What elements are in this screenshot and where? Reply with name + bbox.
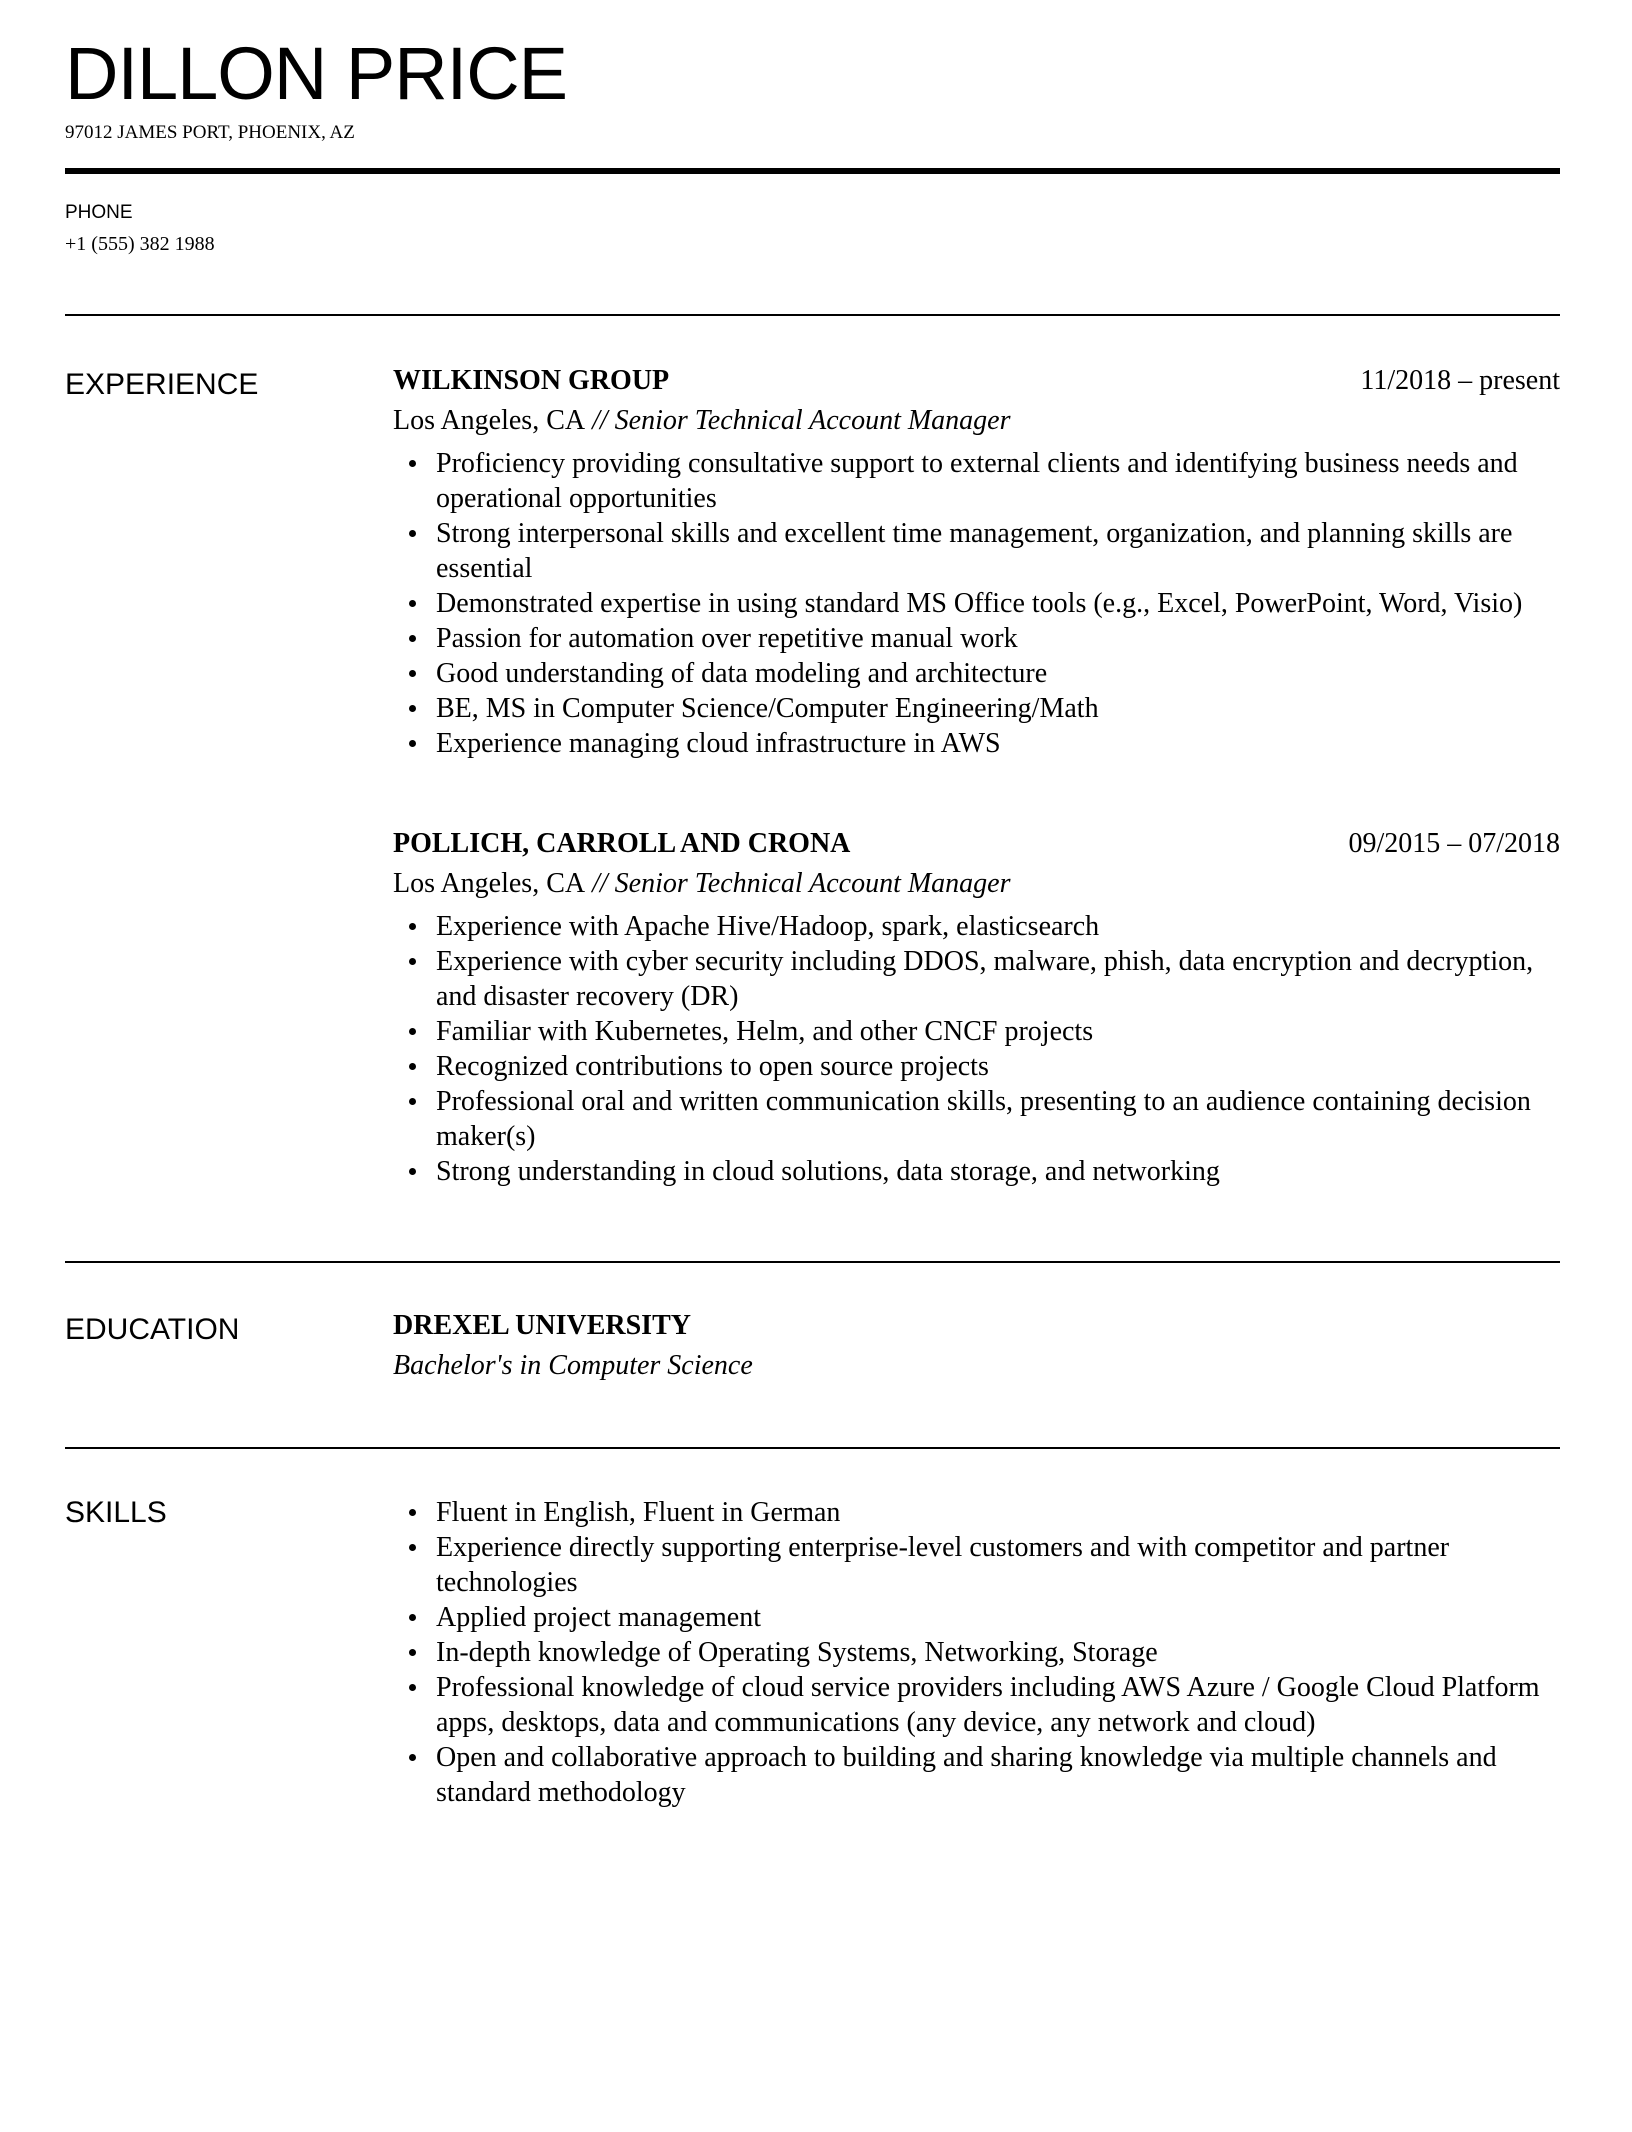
- skill-item: Applied project management: [436, 1600, 1560, 1635]
- skill-item: In-depth knowledge of Operating Systems, Networking, Storage: [436, 1635, 1560, 1670]
- candidate-name: DILLON PRICE: [65, 32, 568, 115]
- skills-bullets: [393, 1495, 1560, 1810]
- section-title-experience: EXPERIENCE: [65, 368, 259, 401]
- resume-page: [0, 34, 1632, 1810]
- bullet-item: Proficiency providing consultative support to external clients and identifying business needs and operational opportunities: [436, 446, 1560, 516]
- job-location: Los Angeles, CA: [393, 405, 586, 436]
- bullet-item: Passion for automation over repetitive manual work: [436, 621, 1560, 656]
- job-location-title: [393, 866, 1560, 902]
- bullet-item: Familiar with Kubernetes, Helm, and other CNCF projects: [436, 1014, 1560, 1049]
- degree: Bachelor's in Computer Science: [393, 1350, 753, 1381]
- job-entry: [393, 824, 1560, 1189]
- bullet-item: Professional oral and written communication skills, presenting to an audience containing decision maker(s): [436, 1084, 1560, 1154]
- job-entry: [393, 361, 1560, 761]
- skill-item: Professional knowledge of cloud service providers including AWS Azure / Google Cloud Platform apps, desktops, data and communications (any device, any network and cloud): [436, 1670, 1560, 1740]
- degree-line: [393, 1348, 1560, 1384]
- education-section: [65, 1263, 1560, 1384]
- bullet-item: Experience with cyber security including DDOS, malware, phish, data encryption and decryption, and disaster recovery (DR): [436, 944, 1560, 1014]
- skills-list: [393, 1489, 1560, 1810]
- skill-item: Fluent in English, Fluent in German: [436, 1495, 1560, 1530]
- bullet-item: Experience managing cloud infrastructure in AWS: [436, 726, 1560, 761]
- bullet-item: Good understanding of data modeling and architecture: [436, 656, 1560, 691]
- experience-list: [393, 361, 1560, 1189]
- education-entry: [393, 1306, 1560, 1384]
- job-bullets: [393, 446, 1560, 761]
- bullet-item: Strong understanding in cloud solutions, data storage, and networking: [436, 1154, 1560, 1189]
- header-divider: [65, 168, 1560, 174]
- skill-item: Experience directly supporting enterprise-level customers and with competitor and partner technologies: [436, 1530, 1560, 1600]
- separator: //: [585, 868, 615, 899]
- separator: //: [585, 405, 615, 436]
- job-location: Los Angeles, CA: [393, 868, 586, 899]
- address: 97012 JAMES PORT, PHOENIX, AZ: [65, 122, 355, 143]
- bullet-item: BE, MS in Computer Science/Computer Engineering/Math: [436, 691, 1560, 726]
- school-name: DREXEL UNIVERSITY: [393, 1310, 691, 1341]
- bullet-item: Experience with Apache Hive/Hadoop, spark, elasticsearch: [436, 909, 1560, 944]
- job-dates: 09/2015 – 07/2018: [1348, 828, 1560, 859]
- company-name: POLLICH, CARROLL AND CRONA: [393, 828, 851, 859]
- phone-label: PHONE: [65, 202, 133, 223]
- job-location-title: [393, 403, 1560, 439]
- experience-section: [65, 316, 1560, 1189]
- skills-section: [65, 1449, 1560, 1810]
- bullet-item: Strong interpersonal skills and excellent time management, organization, and planning skills are essential: [436, 516, 1560, 586]
- job-bullets: [393, 909, 1560, 1189]
- section-title-skills: SKILLS: [65, 1496, 167, 1529]
- bullet-item: Recognized contributions to open source projects: [436, 1049, 1560, 1084]
- phone-value: +1 (555) 382 1988: [65, 233, 215, 255]
- job-title: Senior Technical Account Manager: [614, 405, 1011, 436]
- company-name: WILKINSON GROUP: [393, 365, 670, 396]
- job-title: Senior Technical Account Manager: [614, 868, 1011, 899]
- job-dates: 11/2018 – present: [1360, 365, 1560, 396]
- bullet-item: Demonstrated expertise in using standard MS Office tools (e.g., Excel, PowerPoint, Word, Visio): [436, 586, 1560, 621]
- section-title-education: EDUCATION: [65, 1313, 240, 1346]
- skill-item: Open and collaborative approach to building and sharing knowledge via multiple channels and standard methodology: [436, 1740, 1560, 1810]
